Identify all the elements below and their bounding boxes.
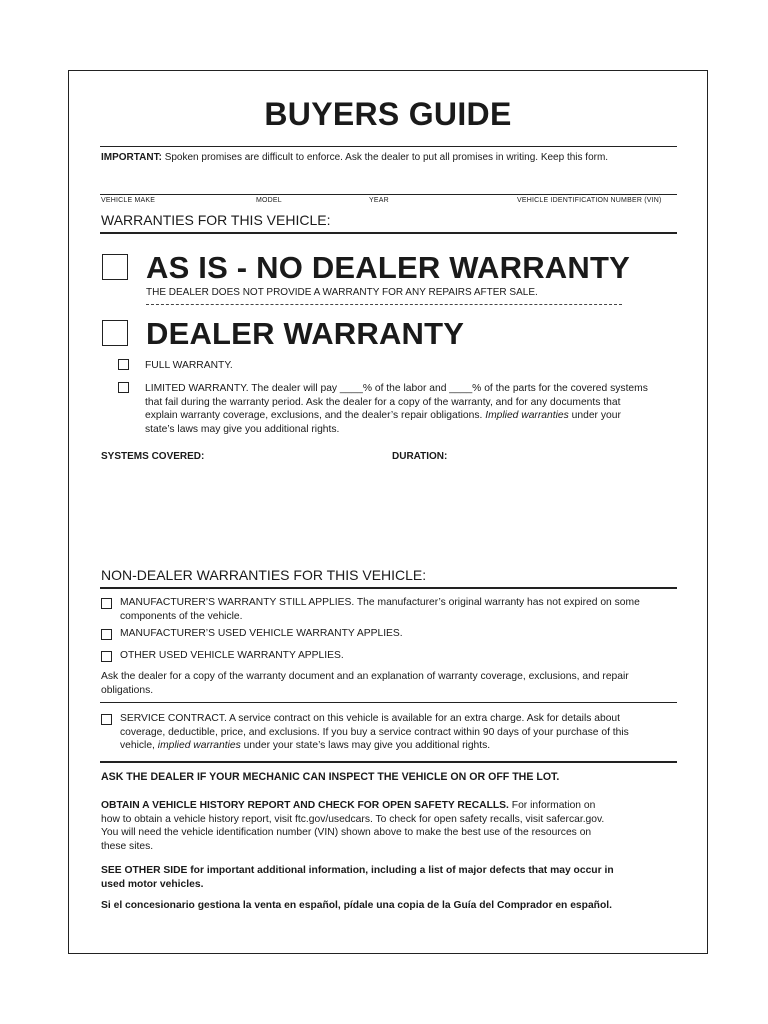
full-warranty-checkbox[interactable] [118,359,129,370]
non-dealer-header: NON-DEALER WARRANTIES FOR THIS VEHICLE: [101,567,427,583]
history-text: For information on [511,800,596,811]
important-notice [101,151,608,164]
service-contract-line: SERVICE CONTRACT. A service contract on this vehicle is available for an extra charge. Ask for details about [120,713,621,724]
limited-warranty-line: LIMITED WARRANTY. The dealer will pay ____% of the labor and ____% of the parts for the covered systems [145,383,648,394]
vehicle-year-label: YEAR [369,197,389,204]
history-line [101,799,677,813]
duration-label: DURATION: [392,451,448,462]
limited-warranty-line [145,409,675,423]
service-contract-line [120,739,676,753]
ask-dealer-line: Ask the dealer for a copy of the warranty document and an explanation of warranty coverage, exclusions, and repair [101,671,629,682]
see-other-side-line: SEE OTHER SIDE for important additional information, including a list of major defects that may occur in [101,865,614,876]
limited-warranty-checkbox[interactable] [118,382,129,393]
important-label: IMPORTANT: [101,152,162,163]
limited-warranty-segment: under your [571,410,621,421]
implied-warranties-text: implied warranties [157,740,241,751]
history-heading: OBTAIN A VEHICLE HISTORY REPORT AND CHECK FOR OPEN SAFETY RECALLS. [101,800,509,811]
manufacturer-warranty-checkbox[interactable] [101,598,112,609]
important-text: Spoken promises are difficult to enforce. Ask the dealer to put all promises in writing. Keep this form. [164,152,609,163]
service-contract-segment: vehicle, [120,740,155,751]
history-line: You will need the vehicle identification number (VIN) shown above to make the best use of the resources on [101,827,592,838]
used-vehicle-warranty-checkbox[interactable] [101,629,112,640]
vehicle-make-label: VEHICLE MAKE [101,197,156,204]
divider [100,232,677,234]
spanish-notice: Si el concesionario gestiona la venta en español, pídale una copia de la Guía del Comprador en español. [101,900,612,911]
limited-warranty-line: state’s laws may give you additional rights. [145,423,340,435]
systems-covered-label: SYSTEMS COVERED: [101,451,205,462]
ask-dealer-line: obligations. [101,684,154,696]
vehicle-vin-label: VEHICLE IDENTIFICATION NUMBER (VIN) [517,197,662,204]
manufacturer-warranty-line: MANUFACTURER’S WARRANTY STILL APPLIES. The manufacturer’s original warranty has not expired on some [120,597,640,608]
limited-warranty-text [145,382,675,436]
mechanic-inspection-notice: ASK THE DEALER IF YOUR MECHANIC CAN INSPECT THE VEHICLE ON OR OFF THE LOT. [101,771,560,783]
dashed-divider [146,304,622,305]
vehicle-history-notice [101,799,677,853]
other-used-warranty-checkbox[interactable] [101,651,112,662]
as-is-checkbox[interactable] [102,254,128,280]
divider [100,587,677,589]
service-contract-segment: under your state’s laws may give you additional rights. [243,740,491,751]
vehicle-info-line [100,194,677,195]
as-is-heading: AS IS - NO DEALER WARRANTY [146,250,630,285]
manufacturer-warranty-line: components of the vehicle. [120,610,243,622]
see-other-side-line: used motor vehicles. [101,878,204,890]
manufacturer-warranty-text [120,596,676,623]
service-contract-checkbox[interactable] [101,714,112,725]
divider [100,761,677,763]
vehicle-model-label: MODEL [256,197,282,204]
other-used-warranty-label: OTHER USED VEHICLE WARRANTY APPLIES. [120,650,344,661]
page-title: BUYERS GUIDE [264,96,512,132]
see-other-side-notice [101,864,677,891]
history-line: these sites. [101,840,154,852]
ask-dealer-copy-text [101,670,677,697]
used-vehicle-warranty-label: MANUFACTURER’S USED VEHICLE WARRANTY APPLIES. [120,628,403,639]
limited-warranty-line: that fail during the warranty period. Ask the dealer for a copy of the warranty, and for any documents that [145,396,621,408]
as-is-subtext: THE DEALER DOES NOT PROVIDE A WARRANTY FOR ANY REPAIRS AFTER SALE. [146,287,538,298]
implied-warranties-text: Implied warranties [485,410,569,421]
full-warranty-label: FULL WARRANTY. [145,360,233,371]
service-contract-text [120,712,676,753]
dealer-warranty-heading: DEALER WARRANTY [146,316,465,351]
divider [100,146,677,147]
warranties-header: WARRANTIES FOR THIS VEHICLE: [101,212,331,228]
dealer-warranty-checkbox[interactable] [102,320,128,346]
history-line: how to obtain a vehicle history report, visit ftc.gov/usedcars. To check for open safety recalls, visit safercar.gov. [101,813,605,825]
divider [100,702,677,703]
service-contract-line: coverage, deductible, price, and exclusions. If you buy a service contract within 90 days of your purchase of this [120,726,629,738]
limited-warranty-segment: explain warranty coverage, exclusions, and the dealer’s repair obligations. [145,410,483,421]
